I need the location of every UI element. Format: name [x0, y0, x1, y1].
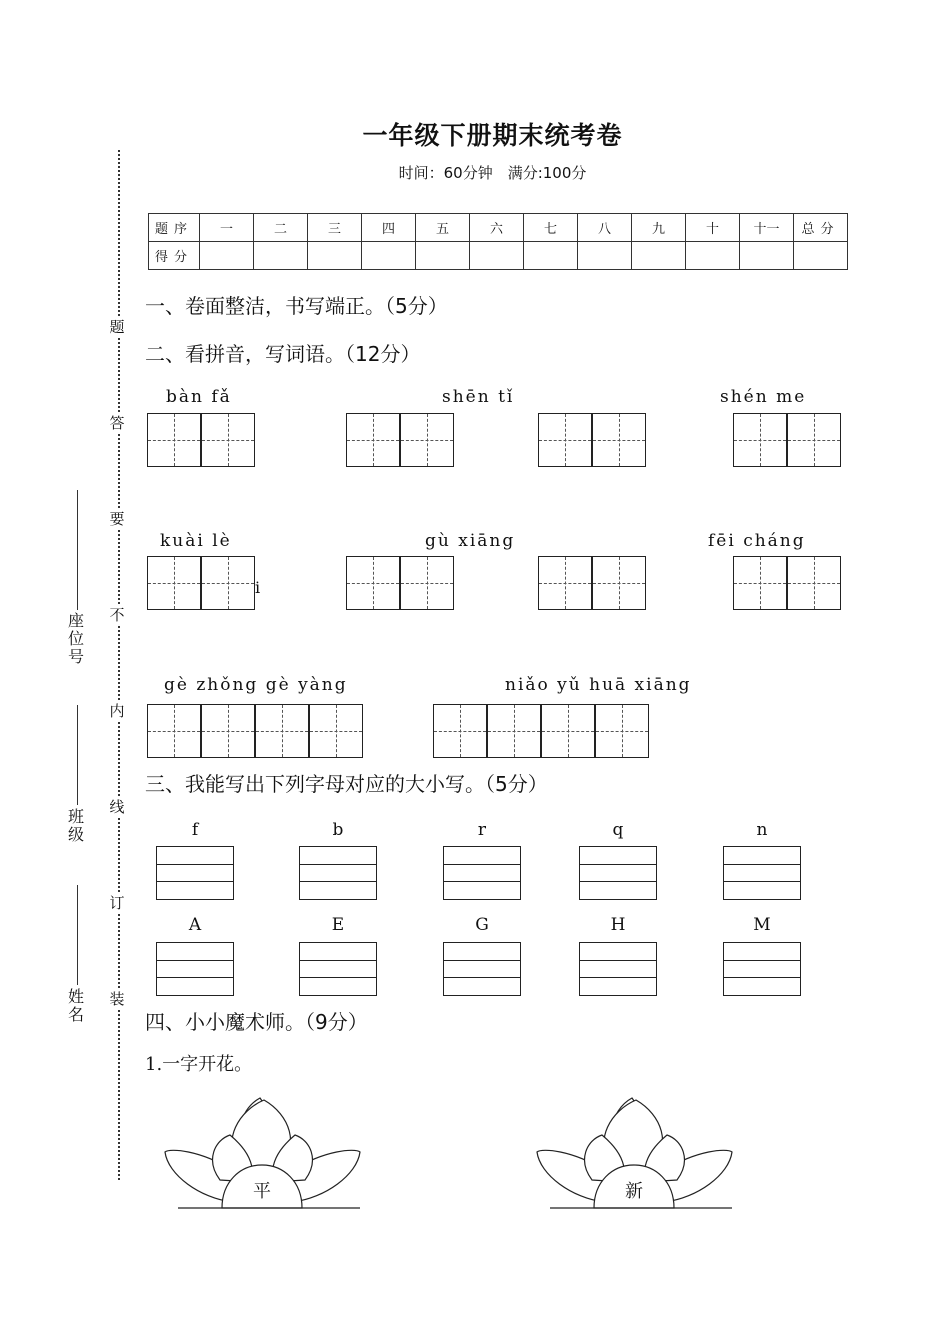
name-label: 姓 名 [67, 987, 84, 1024]
letter-label: b [332, 820, 344, 840]
writing-grid-box[interactable] [400, 556, 454, 610]
writing-grid-box[interactable] [592, 413, 646, 467]
seat-number-line[interactable] [77, 490, 78, 610]
pinyin-label: gù xiāng [425, 531, 516, 551]
letter-label: q [612, 820, 624, 840]
pinyin-label: shēn tǐ [442, 387, 515, 407]
table-cell: 四 [362, 214, 416, 242]
four-line-box[interactable] [299, 846, 377, 900]
score-cell[interactable] [254, 242, 308, 270]
score-table-score-row [149, 242, 848, 270]
four-line-box[interactable] [443, 846, 521, 900]
class-line[interactable] [77, 705, 78, 805]
flower-diagram-2 [532, 1090, 737, 1215]
table-cell: 总分 [794, 214, 848, 242]
writing-grid-box[interactable] [733, 413, 787, 467]
question-1-label: 1.一字开花。 [145, 1054, 253, 1075]
pinyin-label: gè zhǒng gè yàng [164, 675, 348, 695]
score-cell[interactable] [740, 242, 794, 270]
writing-grid-box[interactable] [201, 704, 255, 758]
pinyin-label: shén me [720, 387, 807, 407]
four-line-box[interactable] [443, 942, 521, 996]
writing-grid-box[interactable] [147, 704, 201, 758]
section-4-heading: 四、小小魔术师。（9分） [145, 1010, 368, 1034]
writing-grid-box[interactable] [346, 556, 400, 610]
table-cell: 一 [200, 214, 254, 242]
score-cell[interactable] [362, 242, 416, 270]
score-cell[interactable] [794, 242, 848, 270]
writing-grid-box[interactable] [346, 413, 400, 467]
page-title: 一年级下册期末统考卷 [362, 121, 623, 150]
score-cell[interactable] [416, 242, 470, 270]
letter-label: M [753, 915, 771, 935]
four-line-box[interactable] [723, 942, 801, 996]
writing-grid-box[interactable] [595, 704, 649, 758]
letter-label: G [475, 915, 489, 935]
score-cell[interactable] [470, 242, 524, 270]
four-line-box[interactable] [723, 846, 801, 900]
writing-grid-box[interactable] [147, 413, 201, 467]
table-cell: 七 [524, 214, 578, 242]
score-table-header-row [149, 214, 848, 242]
binding-char: 要 [109, 510, 125, 528]
binding-char: 订 [109, 894, 125, 912]
pinyin-label: niǎo yǔ huā xiāng [505, 675, 692, 695]
flower-diagram-1 [160, 1090, 365, 1215]
table-cell: 八 [578, 214, 632, 242]
writing-grid-box[interactable] [733, 556, 787, 610]
binding-char: 线 [109, 798, 125, 816]
exam-info: 时间：60分钟 满分:100分 [398, 164, 587, 182]
table-cell: 十 [686, 214, 740, 242]
binding-dotted-line [118, 150, 120, 1180]
table-cell: 六 [470, 214, 524, 242]
score-cell[interactable] [686, 242, 740, 270]
writing-grid-box[interactable] [787, 556, 841, 610]
stray-mark: i [255, 578, 263, 597]
table-cell: 五 [416, 214, 470, 242]
binding-char: 不 [109, 606, 125, 624]
score-cell[interactable] [578, 242, 632, 270]
pinyin-label: fēi cháng [708, 531, 806, 551]
letter-label: H [610, 915, 626, 935]
letter-label: A [188, 915, 202, 935]
binding-char: 装 [109, 990, 125, 1008]
writing-grid-box[interactable] [433, 704, 487, 758]
table-cell: 题序 [149, 214, 200, 242]
four-line-box[interactable] [156, 846, 234, 900]
binding-char: 内 [109, 702, 125, 720]
score-cell[interactable] [632, 242, 686, 270]
four-line-box[interactable] [579, 942, 657, 996]
writing-grid-box[interactable] [487, 704, 541, 758]
score-table [148, 213, 848, 270]
writing-grid-box[interactable] [255, 704, 309, 758]
writing-grid-box[interactable] [309, 704, 363, 758]
four-line-box[interactable] [579, 846, 657, 900]
letter-label: n [756, 820, 768, 840]
writing-grid-box[interactable] [787, 413, 841, 467]
table-cell: 得分 [149, 242, 200, 270]
binding-char: 答 [109, 414, 125, 432]
seat-number-label: 座 位 号 [67, 611, 84, 666]
table-cell: 十一 [740, 214, 794, 242]
pinyin-label: kuài lè [160, 531, 232, 551]
pinyin-label: bàn fǎ [166, 387, 232, 407]
writing-grid-box[interactable] [147, 556, 201, 610]
letter-label: r [477, 820, 487, 840]
flower-2-center-char: 新 [625, 1181, 643, 1202]
binding-char: 题 [109, 318, 125, 336]
writing-grid-box[interactable] [592, 556, 646, 610]
letter-label: E [331, 915, 345, 935]
table-cell: 二 [254, 214, 308, 242]
table-cell: 九 [632, 214, 686, 242]
section-2-heading: 二、看拼音，写词语。（12分） [145, 342, 421, 366]
writing-grid-box[interactable] [201, 413, 255, 467]
score-cell[interactable] [308, 242, 362, 270]
table-cell: 三 [308, 214, 362, 242]
writing-grid-box[interactable] [538, 413, 592, 467]
four-line-box[interactable] [156, 942, 234, 996]
name-line[interactable] [77, 885, 78, 985]
writing-grid-box[interactable] [541, 704, 595, 758]
letter-label: f [191, 820, 199, 840]
section-1-heading: 一、卷面整洁，书写端正。（5分） [145, 294, 448, 318]
score-cell[interactable] [200, 242, 254, 270]
score-cell[interactable] [524, 242, 578, 270]
writing-grid-box[interactable] [400, 413, 454, 467]
four-line-box[interactable] [299, 942, 377, 996]
writing-grid-box[interactable] [201, 556, 255, 610]
class-label: 班 级 [67, 807, 84, 844]
flower-1-center-char: 平 [253, 1181, 271, 1202]
section-3-heading: 三、我能写出下列字母对应的大小写。（5分） [145, 772, 548, 796]
writing-grid-box[interactable] [538, 556, 592, 610]
